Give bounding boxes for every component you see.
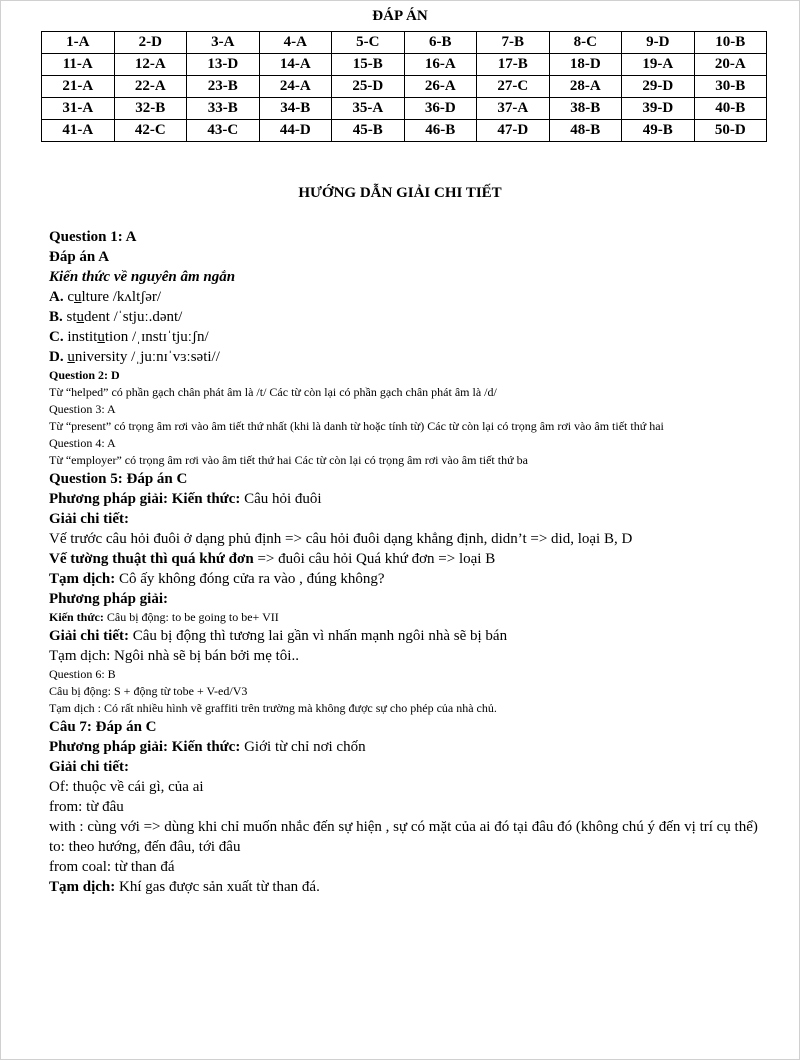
answer-cell: 46-B (404, 120, 477, 142)
answer-row (42, 120, 767, 142)
answer-cell: 22-A (114, 76, 187, 98)
answer-cell: 38-B (549, 98, 622, 120)
q1-heading: Question 1: A (49, 229, 137, 245)
q5-trans-label: Tạm dịch: (49, 571, 116, 587)
q5-detail2-text: Câu bị động thì tương lai gần vì nhấn mạnh ngôi nhà sẽ bị bán (128, 628, 508, 644)
answer-cell: 48-B (549, 120, 622, 142)
answer-cell: 10-B (694, 32, 767, 54)
q1-option-label: A. (49, 289, 64, 305)
answer-cell: 42-C (114, 120, 187, 142)
answer-cell: 21-A (42, 76, 115, 98)
answer-cell: 8-C (549, 32, 622, 54)
answer-cell: 9-D (622, 32, 695, 54)
answer-cell: 7-B (477, 32, 550, 54)
q1-option-label: D. (49, 349, 64, 365)
q4-heading: Question 4: A (49, 436, 116, 450)
answer-row (42, 76, 767, 98)
answer-cell: 28-A (549, 76, 622, 98)
solution-content (49, 227, 769, 897)
q1-option-post: lture /kʌltʃər/ (81, 289, 162, 305)
q3-text: Từ “present” có trọng âm rơi vào âm tiết thứ nhất (khi là danh từ hoặc tính từ) Các từ còn lại có trọng âm rơi vào âm tiết thứ hai (49, 419, 664, 433)
answer-cell: 18-D (549, 54, 622, 76)
q7-trans-label: Tạm dịch: (49, 879, 116, 895)
answer-cell: 35-A (332, 98, 405, 120)
q1-option-label: C. (49, 329, 64, 345)
q5-rule (49, 549, 769, 569)
answer-cell: 32-B (114, 98, 187, 120)
q1-options (49, 287, 769, 367)
answer-cell: 23-B (187, 76, 260, 98)
answer-cell: 5-C (332, 32, 405, 54)
q1-option-post: niversity /ˌjuːnɪˈvɜːsəti// (74, 349, 220, 365)
answer-cell: 40-B (694, 98, 767, 120)
answer-cell: 37-A (477, 98, 550, 120)
answer-cell: 1-A (42, 32, 115, 54)
q7-method-label: Phương pháp giải: Kiến thức: (49, 739, 241, 755)
answer-cell: 31-A (42, 98, 115, 120)
q7-method-text: Giới từ chỉ nơi chốn (240, 739, 366, 755)
q5-knowledge (49, 609, 769, 626)
answer-key-title: ĐÁP ÁN (372, 8, 428, 24)
guide-title: HƯỚNG DẪN GIẢI CHI TIẾT (298, 185, 502, 201)
answer-cell: 30-B (694, 76, 767, 98)
answer-row (42, 54, 767, 76)
q1-topic: Kiến thức về nguyên âm ngắn (49, 269, 236, 285)
q5-knowledge-text: Câu bị động: to be going to be+ VII (103, 610, 279, 624)
answer-cell: 26-A (404, 76, 477, 98)
q5-rule-text: => đuôi câu hỏi Quá khứ đơn => loại B (253, 551, 496, 567)
answer-cell: 29-D (622, 76, 695, 98)
q1-option-label: B. (49, 309, 63, 325)
q7-method (49, 737, 769, 757)
answer-cell: 2-D (114, 32, 187, 54)
answer-cell: 15-B (332, 54, 405, 76)
q1-option-ul: u (97, 329, 105, 345)
answer-cell: 41-A (42, 120, 115, 142)
q2-heading: Question 2: D (49, 368, 120, 382)
q7-translation (49, 877, 769, 897)
q7-line: from: từ đâu (49, 799, 124, 815)
q6-translation: Tạm dịch : Có rất nhiều hình vẽ graffiti trên trường mà không được sự cho phép của nhà chủ. (49, 701, 497, 715)
answer-cell: 3-A (187, 32, 260, 54)
q2-text: Từ “helped” có phần gạch chân phát âm là /t/ Các từ còn lại có phần gạch chân phát âm là /d/ (49, 385, 497, 399)
q1-option (49, 307, 769, 327)
q6-heading: Question 6: B (49, 667, 116, 681)
answer-cell: 43-C (187, 120, 260, 142)
q7-trans-text: Khí gas được sản xuất từ than đá. (115, 879, 320, 895)
q5-translation (49, 569, 769, 589)
q5-method-text: Câu hỏi đuôi (240, 491, 322, 507)
answer-cell: 50-D (694, 120, 767, 142)
q7-line: with : cùng với => dùng khi chỉ muốn nhắc đến sự hiện , sự có mặt của ai đó tại đâu đó (không chú ý đến vị trí cụ thể) (49, 819, 758, 835)
answer-cell: 11-A (42, 54, 115, 76)
answer-row (42, 32, 767, 54)
q5-knowledge-label: Kiến thức: (49, 610, 104, 624)
answer-cell: 13-D (187, 54, 260, 76)
answer-cell: 19-A (622, 54, 695, 76)
answer-cell: 16-A (404, 54, 477, 76)
answer-cell: 39-D (622, 98, 695, 120)
answer-cell: 12-A (114, 54, 187, 76)
q5-method-label: Phương pháp giải: Kiến thức: (49, 491, 241, 507)
q1-option-pre: instit (67, 329, 98, 345)
q5-method2-label: Phương pháp giải: (49, 591, 169, 607)
q1-option (49, 287, 769, 307)
q1-option-ul: u (74, 289, 82, 305)
q5-trans-text: Cô ấy không đóng cửa ra vào , đúng không? (115, 571, 385, 587)
answer-cell: 47-D (477, 120, 550, 142)
q5-detail-label: Giải chi tiết: (49, 511, 129, 527)
answer-cell: 49-B (622, 120, 695, 142)
q1-option (49, 327, 769, 347)
q1-option-post: tion /ˌɪnstɪˈtjuːʃn/ (104, 329, 209, 345)
q5-rule-label: Vế tường thuật thì quá khứ đơn (49, 551, 254, 567)
q6-rule: Câu bị động: S + động từ tobe + V-ed/V3 (49, 684, 248, 698)
answer-cell: 25-D (332, 76, 405, 98)
answer-cell: 24-A (259, 76, 332, 98)
q4-text: Từ “employer” có trọng âm rơi vào âm tiết thứ hai Các từ còn lại có trọng âm rơi vào âm tiết thứ ba (49, 453, 528, 467)
answer-cell: 34-B (259, 98, 332, 120)
q7-line: to: theo hướng, đến đâu, tới đâu (49, 839, 241, 855)
answer-row (42, 98, 767, 120)
q3-heading: Question 3: A (49, 402, 116, 416)
q1-option-ul: u (76, 309, 85, 325)
answer-cell: 44-D (259, 120, 332, 142)
answer-cell: 4-A (259, 32, 332, 54)
q1-option-post: dent /ˈstjuː.dənt/ (84, 309, 183, 325)
q7-lines (49, 777, 769, 877)
q7-line: Of: thuộc về cái gì, của ai (49, 779, 204, 795)
q5-translation2: Tạm dịch: Ngôi nhà sẽ bị bán bởi mẹ tôi.. (49, 648, 299, 664)
q7-line: from coal: từ than đá (49, 859, 175, 875)
q1-answer: Đáp án A (49, 249, 110, 265)
q1-option (49, 347, 769, 367)
q1-option-pre: c (67, 289, 75, 305)
answer-cell: 27-C (477, 76, 550, 98)
answer-cell: 6-B (404, 32, 477, 54)
answer-cell: 20-A (694, 54, 767, 76)
answer-cell: 45-B (332, 120, 405, 142)
q1-option-pre: st (66, 309, 77, 325)
q1-option-ul: u (67, 349, 75, 365)
answer-cell: 33-B (187, 98, 260, 120)
q5-heading: Question 5: Đáp án C (49, 471, 188, 487)
q5-detail-text: Vế trước câu hỏi đuôi ở dạng phủ định => câu hỏi đuôi dạng khẳng định, didn’t => did, loại B, D (49, 531, 633, 547)
q7-detail-label: Giải chi tiết: (49, 759, 129, 775)
q7-heading: Câu 7: Đáp án C (49, 719, 157, 735)
q5-method (49, 489, 769, 509)
answer-key-table (41, 31, 767, 142)
answer-cell: 36-D (404, 98, 477, 120)
q5-detail2 (49, 626, 769, 646)
answer-cell: 14-A (259, 54, 332, 76)
answer-cell: 17-B (477, 54, 550, 76)
q5-detail2-label: Giải chi tiết: (49, 628, 129, 644)
